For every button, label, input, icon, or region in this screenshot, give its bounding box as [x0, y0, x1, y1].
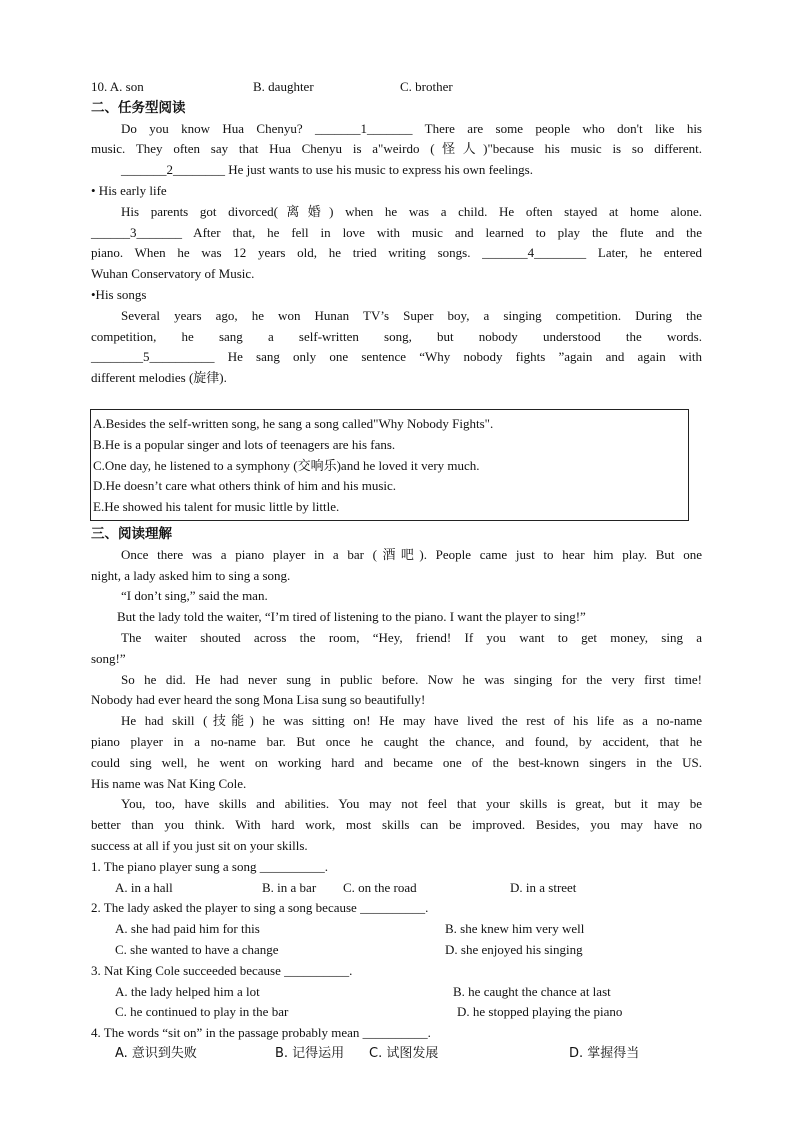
- question-2-stem: 2. The lady asked the player to sing a song because __________.: [91, 900, 429, 916]
- option-b: B.He is a popular singer and lots of teenagers are his fans.: [93, 436, 396, 452]
- s2-p3-line2: competition, he sang a self-written song, but nobody understood the words.: [91, 328, 702, 344]
- s2-heading-early-life: • His early life: [91, 182, 167, 198]
- question-4-options: [91, 1044, 702, 1065]
- s3-para7-line1: You, too, have skills and abilities. You may not feel that your skills is great, but it may be: [121, 796, 702, 812]
- s3-para6-line3: could sing well, he went on working hard and became one of the best-known singers in the US.: [91, 754, 702, 770]
- q2-option-b: B. she knew him very well: [445, 921, 585, 937]
- q1-option-b: B. in a bar: [262, 879, 317, 895]
- question-3-stem: 3. Nat King Cole succeeded because __________.: [91, 962, 353, 978]
- s3-para2-line1: “I don’t sing,” said the man.: [121, 588, 268, 604]
- q2-option-d: D. she enjoyed his singing: [445, 941, 583, 957]
- s2-p1-line3: _______2________ He just wants to use his music to express his own feelings.: [121, 162, 533, 178]
- q1-option-a: A. in a hall: [115, 879, 173, 895]
- q10-option-b: B. daughter: [253, 79, 314, 94]
- s2-p3-line4: different melodies (旋律).: [91, 370, 227, 386]
- s3-para7-line2: better than you think. With hard work, most skills can be improved. Besides, you may have no: [91, 817, 702, 833]
- q3-option-d: D. he stopped playing the piano: [457, 1004, 623, 1020]
- s2-p1-line1: Do you know Hua Chenyu? _______1_______ There are some people who don't like his: [121, 120, 702, 136]
- s2-heading-songs: •His songs: [91, 286, 147, 302]
- s3-para3-line1: But the lady told the waiter, “I’m tired of listening to the piano. I want the player to sing!”: [117, 609, 586, 625]
- s3-para7-line3: success at all if you just sit on your skills.: [91, 837, 308, 853]
- section3: [91, 524, 702, 1065]
- s3-para1-line1: Once there was a piano player in a bar (酒吧). People came just to hear him play. But one: [121, 546, 702, 562]
- s2-p2-line2: ______3_______ After that, he fell in love with music and learned to play the flute and the: [91, 224, 702, 240]
- q2-option-a: A. she had paid him for this: [115, 921, 260, 937]
- s3-para1-line2: night, a lady asked him to sing a song.: [91, 567, 291, 583]
- s3-para6-line2: piano player in a no-name bar. But once he caught the chance, and found, by accident, that he: [91, 733, 702, 749]
- option-e: E.He showed his talent for music little by little.: [93, 499, 340, 515]
- question-2-options-row1: [91, 919, 702, 940]
- s2-p3-line3: ________5__________ He sang only one sentence “Why nobody fights ”again and again with: [91, 349, 702, 365]
- q10-option-c: C. brother: [400, 79, 453, 94]
- section2-title: 二、任务型阅读: [91, 99, 186, 116]
- q3-option-a: A. the lady helped him a lot: [115, 983, 260, 999]
- q3-option-b: B. he caught the chance at last: [453, 983, 611, 999]
- s2-p2-line1: His parents got divorced(离婚) when he was a child. He often stayed at home alone.: [121, 203, 702, 219]
- option-d: D.He doesn’t care what others think of him and his music.: [93, 478, 397, 494]
- q1-option-d: D. in a street: [510, 879, 577, 895]
- q4-option-a: A. 意识到失败: [115, 1045, 197, 1061]
- s3-para6-line4: His name was Nat King Cole.: [91, 775, 247, 791]
- q10-option-a: 10. A. son: [91, 79, 144, 94]
- q4-option-d: D. 掌握得当: [569, 1045, 640, 1061]
- question-3-options-row2: [91, 1002, 702, 1023]
- q4-option-c: C. 试图发展: [369, 1045, 439, 1061]
- s2-p1-line2: music. They often say that Hua Chenyu is a"weirdo (怪人)"because his music is so different.: [91, 141, 702, 157]
- section3-title: 三、阅读理解: [91, 526, 172, 542]
- s2-p3-line1: Several years ago, he won Hunan TV’s Super boy, a singing competition. During the: [121, 307, 702, 323]
- s2-p2-line4: Wuhan Conservatory of Music.: [91, 266, 255, 282]
- q2-option-c: C. she wanted to have a change: [115, 941, 279, 957]
- question-1-options: [91, 878, 702, 899]
- q3-option-c: C. he continued to play in the bar: [115, 1004, 289, 1020]
- question-10: [91, 77, 702, 98]
- s3-para6-line1: He had skill (技能) he was sitting on! He may have lived the rest of his life as a no-name: [121, 713, 702, 729]
- s3-para5-line1: So he did. He had never sung in public before. Now he was singing for the very first time!: [121, 671, 702, 687]
- q4-option-b: B. 记得运用: [275, 1045, 345, 1061]
- worksheet-page: [91, 77, 702, 389]
- s3-para5-line2: Nobody had ever heard the song Mona Lisa sung so beautifully!: [91, 692, 426, 708]
- question-3-options-row1: [91, 982, 702, 1003]
- options-box: [90, 409, 689, 521]
- question-2-options-row2: [91, 940, 702, 961]
- question-1-stem: 1. The piano player sung a song __________.: [91, 858, 328, 874]
- option-c: C.One day, he listened to a symphony (交响乐)and he loved it very much.: [93, 457, 480, 473]
- s3-para4-line1: The waiter shouted across the room, “Hey, friend! If you want to get money, sing a: [121, 629, 702, 645]
- s3-para4-line2: song!”: [91, 650, 126, 666]
- s2-p2-line3: piano. When he was 12 years old, he tried writing songs. _______4________ Later, he entered: [91, 245, 702, 261]
- question-4-stem: 4. The words “sit on” in the passage probably mean __________.: [91, 1025, 431, 1041]
- q1-option-c: C. on the road: [343, 879, 417, 895]
- option-a: A.Besides the self-written song, he sang a song called"Why Nobody Fights".: [93, 416, 494, 431]
